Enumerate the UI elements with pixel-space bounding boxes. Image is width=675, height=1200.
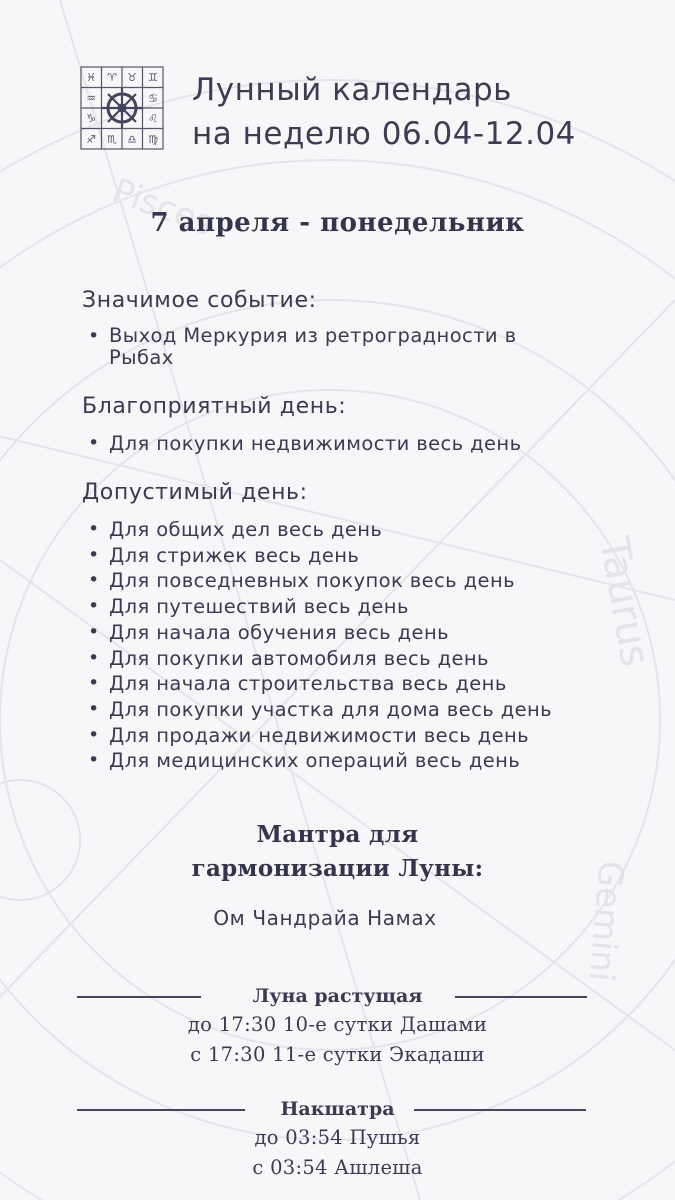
nakshatra-block: [0, 1095, 675, 1183]
svg-text:♏: ♏: [107, 133, 117, 146]
nakshatra-line-2: с 03:54 Ашлеша: [252, 1156, 423, 1179]
acceptable-day-title: Допустимый день:: [82, 480, 308, 505]
title-line-2: на неделю 06.04-12.04: [192, 116, 576, 152]
nakshatra-line-1: до 03:54 Пушья: [254, 1126, 421, 1149]
page-title: [192, 68, 576, 156]
acceptable-day-list: [82, 517, 642, 774]
list-item: • Для начала строительства весь день: [82, 671, 642, 697]
acceptable-day-section: [82, 478, 642, 774]
list-item: • Для покупки недвижимости весь день: [82, 431, 642, 457]
svg-text:Pisces: Pisces: [106, 170, 219, 245]
svg-text:♎: ♎: [127, 133, 137, 146]
mantra-title-line-1: Мантра для: [256, 821, 419, 848]
list-item: • Для медицинских операций весь день: [82, 748, 642, 774]
list-item: • Для стрижек весь день: [82, 543, 642, 569]
day-heading: 7 апреля - понедельник: [150, 208, 525, 238]
significant-event-title: Значимое событие:: [82, 288, 317, 313]
svg-text:♒: ♒: [86, 92, 96, 105]
favorable-day-list: [82, 431, 642, 457]
nakshatra-heading: Накшатра: [280, 1098, 395, 1120]
svg-text:♊: ♊: [148, 71, 158, 84]
svg-text:♑: ♑: [86, 112, 96, 125]
favorable-day-section: [82, 392, 642, 457]
moon-phase-line-1: до 17:30 10-е сутки Дашами: [187, 1013, 488, 1036]
list-item: • Для путешествий весь день: [82, 594, 642, 620]
svg-text:♐: ♐: [86, 133, 96, 146]
list-item: • Выход Меркурия из ретроградности в Рыбах: [82, 325, 582, 369]
significant-event-list: [82, 325, 582, 369]
svg-text:♈: ♈: [107, 71, 117, 84]
favorable-day-title: Благоприятный день:: [82, 394, 347, 419]
list-item: • Для покупки автомобиля весь день: [82, 646, 642, 672]
significant-event-section: [82, 286, 642, 369]
svg-text:♉: ♉: [127, 71, 137, 84]
svg-text:♍: ♍: [148, 133, 158, 146]
mantra-title-line-2: гармонизации Луны:: [191, 855, 484, 882]
zodiac-dharma-wheel-logo: [80, 66, 164, 150]
mantra-title: [0, 818, 675, 886]
title-line-1: Лунный календарь: [192, 72, 512, 108]
svg-text:♓: ♓: [86, 71, 96, 84]
mantra-text: Ом Чандрайа Намах: [213, 906, 437, 930]
svg-text:♌: ♌: [148, 112, 158, 125]
list-item: • Для продажи недвижимости весь день: [82, 723, 642, 749]
svg-text:Gemini: Gemini: [580, 859, 631, 984]
moon-phase-block: [0, 982, 675, 1070]
list-item: • Для начала обучения весь день: [82, 620, 642, 646]
list-item: • Для покупки участка для дома весь день: [82, 697, 642, 723]
moon-phase-line-2: с 17:30 11-е сутки Экадаши: [190, 1043, 485, 1066]
list-item: • Для повседневных покупок весь день: [82, 568, 642, 594]
list-item: • Для общих дел весь день: [82, 517, 642, 543]
svg-text:♋: ♋: [148, 92, 158, 105]
svg-text:Taurus: Taurus: [590, 533, 659, 671]
moon-phase-heading: Луна растущая: [252, 985, 423, 1007]
